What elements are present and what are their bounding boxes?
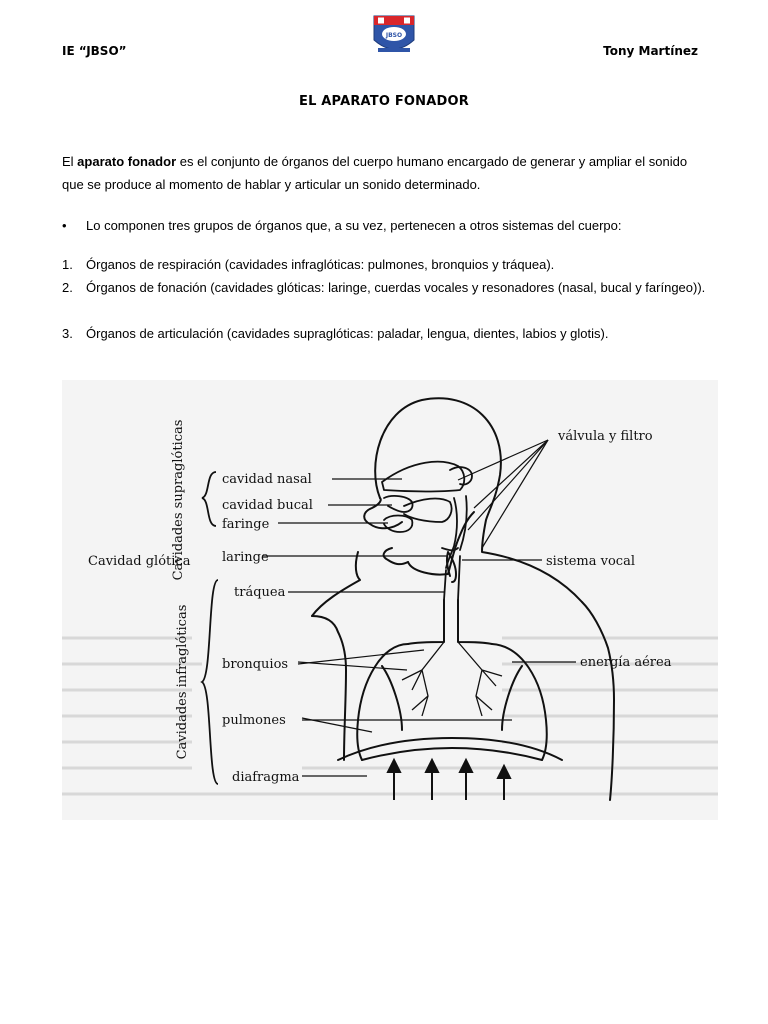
bullet-dot: • [62, 218, 67, 233]
label-cavidad-nasal: cavidad nasal [222, 472, 312, 487]
label-pulmones: pulmones [222, 713, 286, 728]
label-valvula-filtro: válvula y filtro [558, 429, 653, 444]
list-text: Órganos de articulación (cavidades supraglóticas: paladar, lengua, dientes, labios y glotis). [86, 326, 609, 341]
header-author: Tony Martínez [603, 44, 698, 58]
label-bronquios: bronquios [222, 657, 289, 672]
head-cavities [382, 462, 472, 600]
bronchi [402, 642, 502, 716]
label-group-glotica: Cavidad glótica [88, 554, 191, 569]
list-number: 2. [62, 280, 73, 295]
label-sistema-vocal: sistema vocal [546, 554, 635, 569]
document-title: EL APARATO FONADOR [299, 94, 469, 109]
intro-paragraph [62, 150, 712, 196]
leader-lines [262, 440, 576, 776]
school-logo [368, 14, 420, 54]
body-outline [312, 398, 582, 616]
list-text: Órganos de respiración (cavidades infraglóticas: pulmones, bronquios y tráquea). [86, 257, 555, 272]
intro-rest: es el conjunto de órganos del cuerpo humano encargado de generar y ampliar el sonido que se produce al momento de hablar y articular un sonido determinado. [62, 154, 688, 192]
phonation-diagram [62, 380, 718, 820]
bullet-bold: órganos [255, 218, 303, 233]
group-braces [202, 472, 218, 784]
label-group-supra: Cavidades supraglóticas [171, 419, 186, 581]
bullet-pre: Lo componen tres grupos de [86, 218, 256, 233]
list-text: Órganos de fonación (cavidades glóticas: laringe, cuerdas vocales y resonadores (nasal, bucal y faríngeo)). [86, 280, 706, 295]
label-cavidad-bucal: cavidad bucal [222, 498, 313, 513]
label-energia-aerea: energía aérea [580, 655, 672, 670]
bullet-text [86, 214, 622, 237]
list-number: 3. [62, 326, 73, 341]
label-laringe: laringe [222, 550, 269, 565]
logo-lettering: JBSO [385, 32, 403, 39]
header-school: IE “JBSO” [62, 44, 127, 58]
label-faringe: faringe [222, 517, 270, 532]
intro-prefix: El [62, 154, 78, 169]
label-group-infra: Cavidades infraglóticas [175, 604, 190, 760]
intro-bold: aparato fonador [77, 154, 177, 169]
diagram-svg [62, 380, 718, 820]
bullet-post: que, a su vez, pertenecen a otros sistemas del cuerpo: [302, 218, 622, 233]
label-diafragma: diafragma [232, 770, 300, 785]
list-number: 1. [62, 257, 73, 272]
label-traquea: tráquea [234, 585, 286, 600]
